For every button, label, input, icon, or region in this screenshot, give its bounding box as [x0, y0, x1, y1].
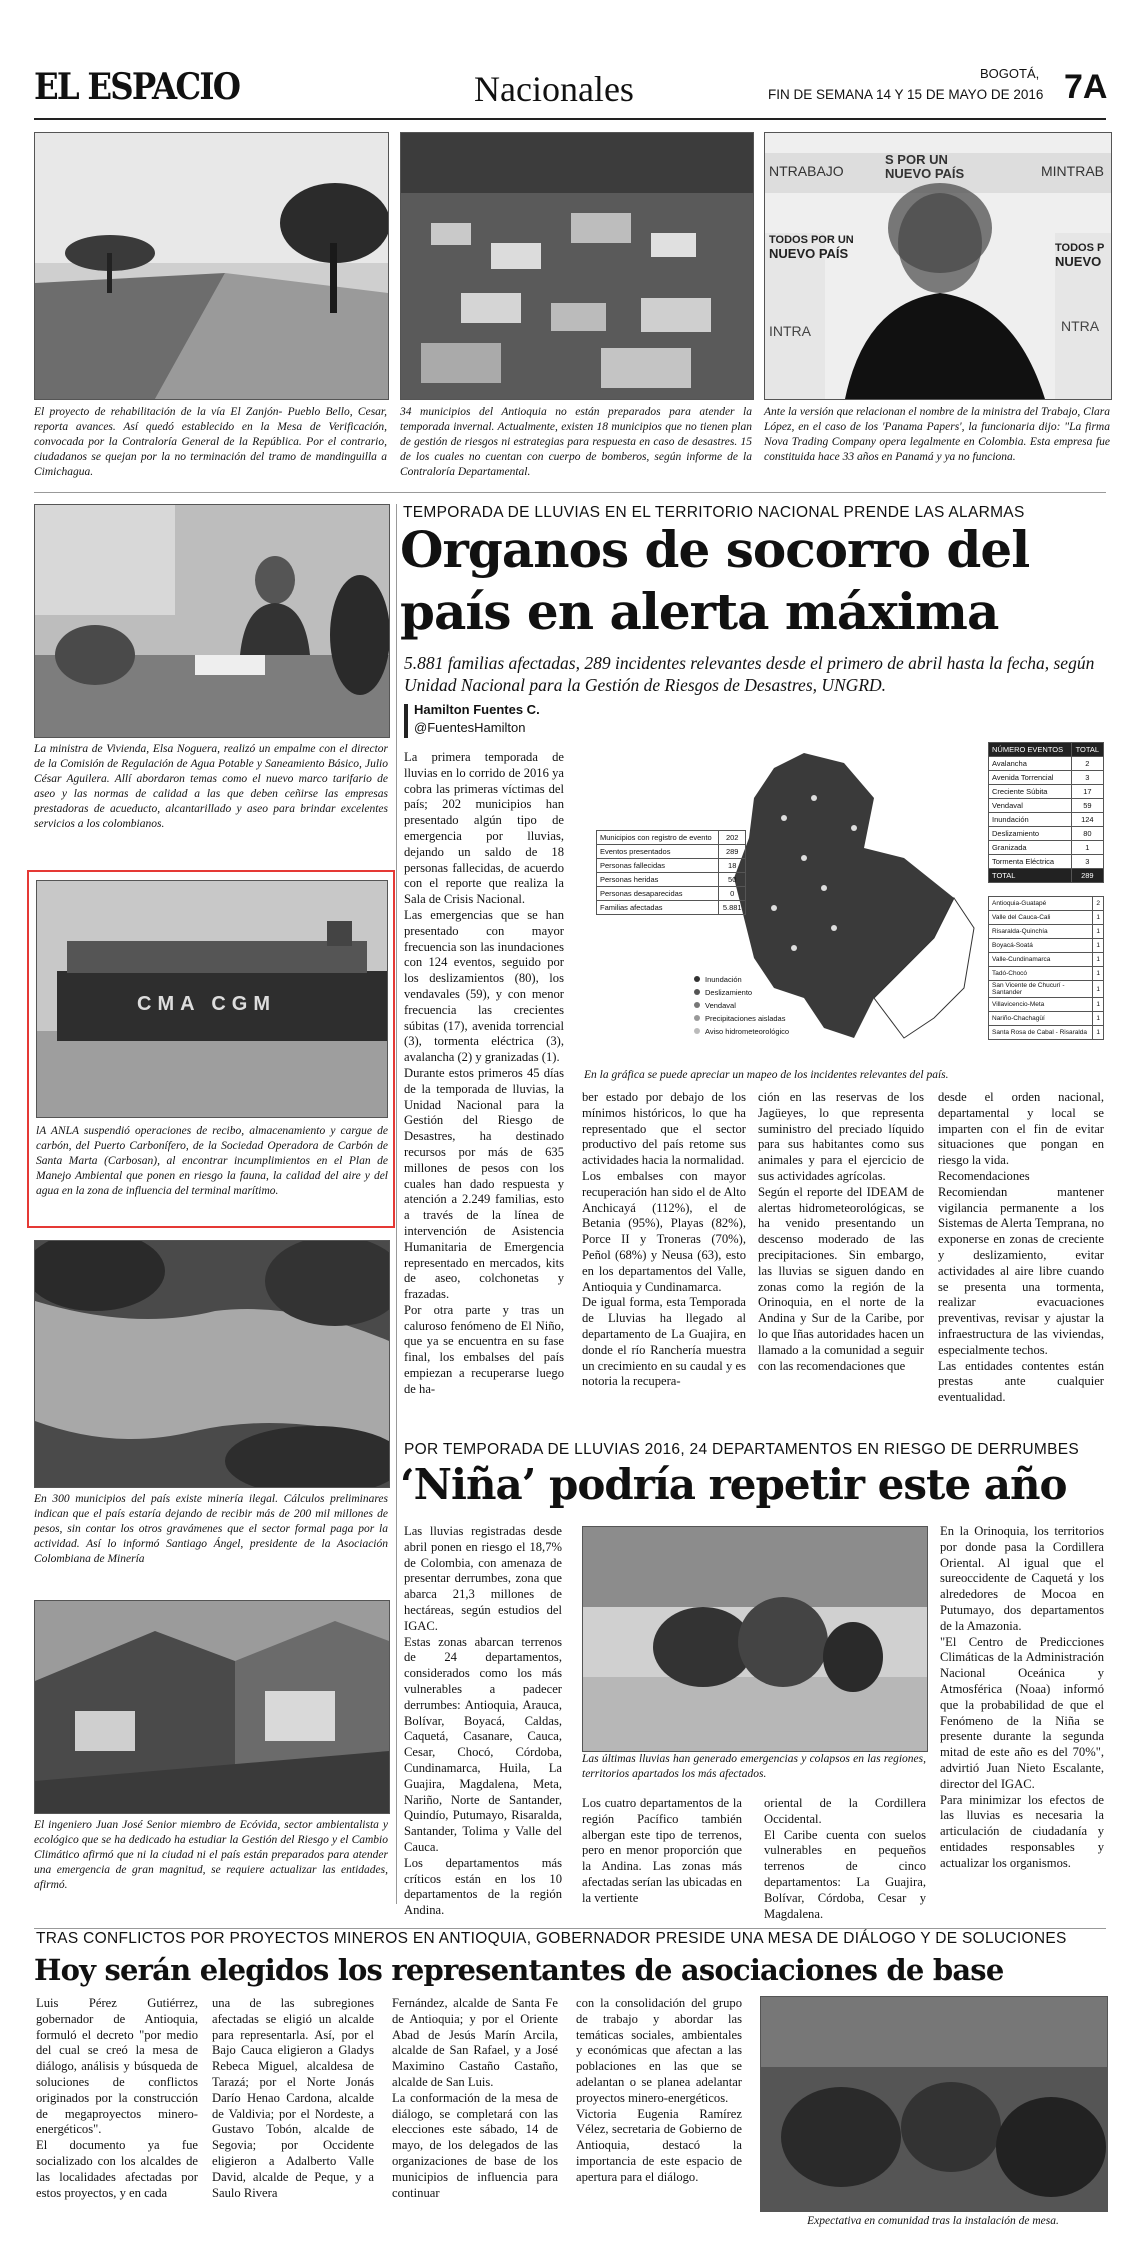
flood-rescue-photo [582, 1526, 928, 1752]
story1-kicker: TEMPORADA DE LLUVIAS EN EL TERRITORIO NACIONAL PRENDE LAS ALARMAS [403, 504, 1025, 521]
legend-item-4: Precipitaciones aisladas [694, 1012, 789, 1025]
regions-table [988, 896, 1104, 1040]
events-total-row [989, 869, 1104, 883]
events-cell: Tormenta Eléctrica [989, 855, 1072, 869]
story1-headline-1: Organos de socorro del [400, 520, 1030, 579]
summary-cell: Personas heridas [597, 873, 719, 887]
events-row [989, 785, 1104, 799]
todos-left-2: NUEVO PAÍS [769, 246, 849, 261]
story3-col4: con la consolidación del grupo de trabajo y abordar las temáticas sociales, ambientales y económicas que afectan a las poblaciones en las que se adelantan o se planea adelantar proyectos minero-energéticos. Victoria Eugenia Ramírez Vélez, secretaria de Gobierno de Antioquia, destacó la importancia de este espacio de apertura para el diálogo. [576, 1996, 742, 2184]
hillside-houses-photo [400, 132, 754, 400]
story2-col3: oriental de la Cordillera Occidental. El Caribe cuenta con suelos vulnerables en pequeños terrenos de cinco departamentos: La Guajira, Bolívar, Córdoba, Cesar y Magdalena. [764, 1796, 926, 1921]
story2-col4: En la Orinoquia, los territorios por donde pasa la Cordillera Oriental. Al igual que el sureoccidente de Caquetá y los alrededores de Mocoa en Putumayo, dos departamentos de la Amazonia. "El Centro de Predicciones Climáticas de la Administración Nacional Oceánica y Atmosférica (Noaa) informó que la probabilidad de que el Fenómeno de la Niña se presente durante la segunda mitad de este año es del 70%", advirtió Juan Nieto Escalante, director del IGAC. Para minimizar los efectos de las lluvias es necesaria la articulación de ciudadanía y entidades responsables y actualizar los organismos. [940, 1524, 1104, 1870]
ship-photo-caption: lA ANLA suspendió operaciones de recibo, almacenamiento y cargue de carbón, del Puerto Carbonífero, de la Sociedad Operadora de Carbón de Santa Marta (Carbosan), al encontrar incumplimientos en el Plan de Manejo Ambiental que ponen en riesgo la fauna, la calidad del aire y del agua en la zona de influencia del terminal marítimo. [36, 1125, 388, 1197]
story3-col1: Luis Pérez Gutiérrez, gobernador de Antioquia, formuló el decreto "por medio del cual se creó la mesa de diálogo, análisis y búsqueda de soluciones de conflictos originados por la construcción de megaproyectos minero-energéticos". El documento ya fue socializado con los alcaldes de las localidades afectadas por estos proyectos, y en cada [36, 1996, 198, 2200]
events-cell: Avalancha [989, 757, 1072, 771]
events-cell: 59 [1071, 799, 1103, 813]
regions-row [989, 953, 1104, 967]
legend-item-3: Vendaval [694, 999, 789, 1012]
meeting-photo [34, 504, 390, 738]
events-row [989, 771, 1104, 785]
story3-kicker: TRAS CONFLICTOS POR PROYECTOS MINEROS EN ANTIOQUIA, GOBERNADOR PRESIDE UNA MESA DE DIÁLOGO Y DE SOLUCIONES [36, 1930, 1067, 1947]
hillside-photo-caption: 34 municipios del Antioquia no están preparados para atender la temporada invernal. Actualmente, existen 18 municipios que no tienen plan de gestión de riesgos ni estrategias para respuesta en caso de desastres. 15 de los cuales no cuentan con cuerpo de bomberos, según informe de la Contraloría Departamental. [400, 406, 752, 478]
todos-right [1055, 241, 1104, 269]
summary-row [597, 887, 746, 901]
story3-col2: una de las subregiones afectadas se eligió un alcalde para representarla. Así, por el Bajo Cauca eligieron a Gladys Rebeca Miguel, alcaldesa de Tarazá; por el Norte Jonás Darío Henao Cardona, alcalde de Valdivia; por el Nordeste, a Gustavo Tobón, alcalde de Segovia; por Occidente eligieron a Adalberto Valle David, alcalde de Peque, y a Saulo Rivera [212, 1996, 374, 2200]
top-section-rule [34, 492, 1106, 493]
summary-cell: 0 [719, 887, 746, 901]
events-cell: NÚMERO EVENTOS [989, 743, 1072, 757]
story1-col1: La primera temporada de lluvias en lo corrido de 2016 ya cobra las primeras víctimas del país; 202 municipios han presentado algún tipo de emergencia por lluvias, dejando un saldo de 18 personas fallecidas, de acuerdo con el reporte que realiza la Sala de Crisis Nacional. Las emergencias que se han presentado con mayor frecuencia son las inundaciones con 124 eventos, seguido por los deslizamientos (80), los vendavales (59), y con menor frecuencia las crecientes súbitas (17), avenida torrencial (3), tormenta eléctrica (3), avalancha (2) y granizadas (1). Durante estos primeros 45 días de la temporada de lluvias, la Unidad Nacional para la Gestión del Riesgo de Desastres, ha destinado recursos por más de 635 millones de pesos con los cuales han dado respuesta y atención a 2.249 familias, esto a través de la línea de intervención de Asistencia Humanitaria de Emergencia representado en mercados, kits de aseo, colchonetas y frazadas. Por otra parte y tras un caluroso fenómeno de El Niño, que ya se encuentra en su fase final, los embalses del país empiezan a recuperarse luego de ha- [404, 750, 564, 1396]
events-cell: TOTAL [1071, 743, 1103, 757]
city: BOGOTÁ, [980, 66, 1040, 81]
todos-right-1: TODOS P [1055, 242, 1105, 254]
events-row [989, 841, 1104, 855]
regions-cell: 1 [1093, 967, 1104, 981]
todos-left [769, 233, 854, 261]
bottom-section-rule [34, 1928, 1106, 1929]
regions-cell: 1 [1093, 953, 1104, 967]
collapsed-houses-caption: El ingeniero Juan José Senior miembro de Ecóvida, sector ambientalista y ecológico que se ha dedicado ha estudiar la Gestión del Riesgo y el Cambio Climático afirmó que ni la ciudad ni el país están preparados para atender una emergencia de gran magnitud, se requiere actualizar las entidades, afirmó. [34, 1819, 388, 1891]
events-table [988, 742, 1104, 883]
story1-deck: 5.881 familias afectadas, 289 incidentes relevantes desde el primero de abril hasta la fecha, según Unidad Nacional para la Gestión de Riesgos de Desastres, UNGRD. [404, 653, 1095, 695]
regions-cell: 1 [1093, 911, 1104, 925]
byline-handle: @FuentesHamilton [414, 720, 526, 735]
regions-cell: Valle del Cauca-Cali [989, 911, 1093, 925]
regions-cell: 1 [1093, 998, 1104, 1012]
community-photo-caption: Expectativa en comunidad tras la instalación de mesa. [807, 2215, 1059, 2227]
story1-col3: ción en las reservas de los Jagüeyes, lo que representa suministro del preciado líquido para sus habitantes como sus animales y para el ejercicio de sus actividades agrícolas. Según el reporte del IDEAM de alertas hidrometeorológicas, se ha venido presentando un descenso moderado de las precipitaciones. Sin embargo, las lluvias se siguen dando en zonas como la región de la Orinoquia, en el norte de la Andina y Sur de la Caribe, por lo que Iñas autoridades hacen un llamado a la comunidad a seguir con las recomendaciones que [758, 1090, 924, 1373]
events-cell: 3 [1071, 771, 1103, 785]
mining-photo-caption: En 300 municipios del país existe minería ilegal. Cálculos preliminares indican que el país estaría dejando de recibir más de 200 mil millones de pesos, sin contar los otros gravámenes que el sector formal paga por la actividad. Así lo informó Santiago Ángel, presidente de la Asociación Colombiana de Minería [34, 1493, 388, 1565]
minister-photo-caption: Ante la versión que relacionan el nombre de la ministra del Trabajo, Clara López, en el caso de los 'Panama Papers', la funcionaria dijo: "La firma Nova Trading Company opera legalmente en Colombia. Esta empresa fue constituida hace 33 años en Panamá y ya no funciona. [764, 406, 1110, 463]
sidebar-divider [396, 504, 397, 1904]
story2-kicker: POR TEMPORADA DE LLUVIAS 2016, 24 DEPARTAMENTOS EN RIESGO DE DERRUMBES [404, 1441, 1080, 1458]
regions-cell: Antioquia-Guatapé [989, 897, 1093, 911]
events-cell: 124 [1071, 813, 1103, 827]
regions-cell: San Vicente de Chucurí - Santander [989, 981, 1093, 998]
events-cell: 17 [1071, 785, 1103, 799]
events-cell: 3 [1071, 855, 1103, 869]
story2-col1: Las lluvias registradas desde abril ponen en riesgo el 18,7% de Colombia, con amenaza de presentar derrumbes, zona que abarca 21,3 millones de hectáreas, según estudios del IGAC. Estas zonas abarcan terrenos de 24 departamentos, considerados como los más vulnerables a padecer derrumbes: Antioquia, Arauca, Bolívar, Boyacá, Caldas, Caquetá, Casanare, Cauca, Cesar, Chocó, Córdoba, Cundinamarca, Huila, La Guajira, Magdalena, Meta, Nariño, Norte de Santander, Quindío, Putumayo, Risaralda, Santander, Tolima y Valle del Cauca. Los departamentos más críticos están en los 10 departamentos de la región Andina. [404, 1524, 562, 1918]
story3-headline: Hoy serán elegidos los representantes de asociaciones de base [34, 1953, 1004, 1987]
page-number: 7A [1064, 68, 1108, 106]
events-row [989, 855, 1104, 869]
summary-cell: Municipios con registro de evento [597, 831, 719, 845]
story1-col2: ber estado por debajo de los mínimos históricos, lo que ha representado que el sector productivo del país retome sus actividades hacia la normalidad. Los embalses con mayor recuperación han sido el de Alto Anchicayá (112%), el de Betania (95%), Playas (82%), Porce II y Troneras (70%), Peñol (68%) y Neusa (63), esto en los departamentos del Valle, Antioquia y Cundinamarca. De igual forma, esta Temporada de Lluvias ha llegado al departamento de La Guajira, en donde el río Ranchería muestra un crecimiento en su caudal y es notoria la recupera- [582, 1090, 746, 1389]
regions-row [989, 1012, 1104, 1026]
regions-cell: 1 [1093, 939, 1104, 953]
masthead-rule [34, 118, 1106, 120]
byline-bar [404, 704, 408, 738]
regions-cell: Nariño-Chachagüí [989, 1012, 1093, 1026]
regions-cell: 1 [1093, 1026, 1104, 1040]
summary-cell: 50 [719, 873, 746, 887]
regions-row [989, 1026, 1104, 1040]
summary-cell: Familias afectadas [597, 901, 719, 915]
intra-left: INTRA [769, 323, 811, 339]
events-header-row [989, 743, 1104, 757]
summary-cell: Eventos presentados [597, 845, 719, 859]
banner-text-mid-1: S POR UN [885, 152, 948, 167]
minister-photo [764, 132, 1112, 400]
collapsed-houses-photo [34, 1600, 390, 1814]
summary-row [597, 873, 746, 887]
regions-cell: Tadó-Chocó [989, 967, 1093, 981]
summary-table [596, 830, 746, 915]
issue-date: FIN DE SEMANA 14 Y 15 DE MAYO DE 2016 [768, 87, 1044, 102]
events-cell: Inundación [989, 813, 1072, 827]
regions-cell: 1 [1093, 1012, 1104, 1026]
section-name: Nacionales [474, 69, 634, 109]
story1-headline-2: país en alerta máxima [400, 582, 999, 641]
events-cell: TOTAL [989, 869, 1072, 883]
summary-cell: 5.881 [719, 901, 746, 915]
regions-row [989, 998, 1104, 1012]
container-ship-photo [36, 880, 388, 1118]
events-cell: 2 [1071, 757, 1103, 771]
masthead [34, 60, 1114, 120]
regions-row [989, 925, 1104, 939]
todos-left-1: TODOS POR UN [769, 234, 854, 246]
events-row [989, 827, 1104, 841]
legend-item-2: Deslizamiento [694, 986, 789, 999]
mining-river-photo [34, 1240, 390, 1488]
legend-item-1: Inundación [694, 973, 789, 986]
newspaper-logo: EL ESPACIO [34, 66, 240, 108]
banner-text-left: NTRABAJO [769, 163, 844, 179]
story1-col4: desde el orden nacional, departamental y local se imparten con el fin de evitar situaciones que pongan en riesgo la vida. Recomendaciones Recomiendan mantener vigilancia permanente a los Sistemas de Alerta Temprana, no exponerse en zonas de creciente y deslizamiento, evitar actividades al aire libre cuando se presenta una tormenta, realizar evacuaciones preventivas, revisar y ajustar la infraestructura de las viviendas, especialmente techos. Las entidades contentes están prestas ante cualquier eventualidad. [938, 1090, 1104, 1405]
events-cell: Granizada [989, 841, 1072, 855]
regions-cell: Valle-Cundinamarca [989, 953, 1093, 967]
regions-row [989, 981, 1104, 998]
map-legend [694, 973, 789, 1038]
summary-row [597, 859, 746, 873]
road-photo-caption: El proyecto de rehabilitación de la vía El Zanjón- Pueblo Bello, Cesar, reporta avances. Así quedó establecido en la Mesa de Verificación, convocada por la Contraloría General de la República. Por el contrario, ciudadanos se quejan por la no terminación del tramo de mandinguilla a Cimichagua. [34, 406, 387, 478]
summary-cell: 202 [719, 831, 746, 845]
regions-row [989, 897, 1104, 911]
story3-col3: Fernández, alcalde de Santa Fe de Antioquia; y por el Oriente Abad de Jesús Marín Arcila, alcalde de San Rafael, y a José Maximino Castaño Castaño, alcalde de San Luis. La conformación de la mesa de diálogo, se completará con las elecciones este sábado, 14 de mayo, de los delegados de las organizaciones de base de los municipios de influencia para continuar [392, 1996, 558, 2200]
story2-headline: ‘Niña’ podría repetir este año [400, 1460, 1067, 1509]
events-row [989, 799, 1104, 813]
events-cell: Deslizamiento [989, 827, 1072, 841]
regions-cell: Risaralda-Quinchía [989, 925, 1093, 939]
summary-cell: Personas fallecidas [597, 859, 719, 873]
events-cell: Avenida Torrencial [989, 771, 1072, 785]
events-row [989, 813, 1104, 827]
flood-photo-caption: Las últimas lluvias han generado emergencias y colapsos en las regiones, territorios apartados los más afectados. [582, 1753, 926, 1780]
regions-row [989, 911, 1104, 925]
events-cell: 1 [1071, 841, 1103, 855]
road-photo [34, 132, 389, 400]
regions-row [989, 939, 1104, 953]
map-caption: En la gráfica se puede apreciar un mapeo de los incidentes relevantes del país. [584, 1069, 949, 1081]
regions-cell: 2 [1093, 897, 1104, 911]
summary-row [597, 845, 746, 859]
summary-cell: 289 [719, 845, 746, 859]
ship-hull-lettering: CMA CGM [137, 993, 277, 1015]
todos-right-2: NUEVO [1055, 254, 1102, 269]
summary-row [597, 901, 746, 915]
banner-text-mid [885, 153, 964, 181]
events-cell: Creciente Súbita [989, 785, 1072, 799]
summary-cell: 18 [719, 859, 746, 873]
meeting-photo-caption: La ministra de Vivienda, Elsa Noguera, realizó un empalme con el director de la Comisión de Regulación de Agua Potable y Saneamiento Básico, Julio César Aguilera. Allí abordaron temas como el nuevo marco tarifario de aseo y las normas de calidad a las que deben ceñirse las empresas prestadoras de acueducto, alcantarillado y aseo para brindar excelentes servicios a los colombianos. [34, 743, 388, 830]
byline-name: Hamilton Fuentes C. [414, 702, 540, 717]
events-row [989, 757, 1104, 771]
regions-row [989, 967, 1104, 981]
events-cell: 80 [1071, 827, 1103, 841]
legend-item-5: Aviso hidrometeorológico [694, 1025, 789, 1038]
regions-cell: Villavicencio-Meta [989, 998, 1093, 1012]
regions-cell: Boyacá-Soatá [989, 939, 1093, 953]
summary-row [597, 831, 746, 845]
community-meeting-photo [760, 1996, 1108, 2212]
summary-cell: Personas desaparecidas [597, 887, 719, 901]
intra-right: NTRA [1061, 318, 1100, 334]
regions-cell: 1 [1093, 925, 1104, 939]
regions-cell: Santa Rosa de Cabal - Risaralda [989, 1026, 1093, 1040]
regions-cell: 1 [1093, 981, 1104, 998]
banner-text-mid-2: NUEVO PAÍS [885, 166, 965, 181]
events-cell: 289 [1071, 869, 1103, 883]
story2-col2: Los cuatro departamentos de la región Pacífico también albergan este tipo de terrenos, pero en menor proporción que la Andina. Las zonas más afectadas serían las ubicadas en la vertiente [582, 1796, 742, 1905]
events-cell: Vendaval [989, 799, 1072, 813]
banner-text-right: MINTRAB [1041, 163, 1104, 179]
